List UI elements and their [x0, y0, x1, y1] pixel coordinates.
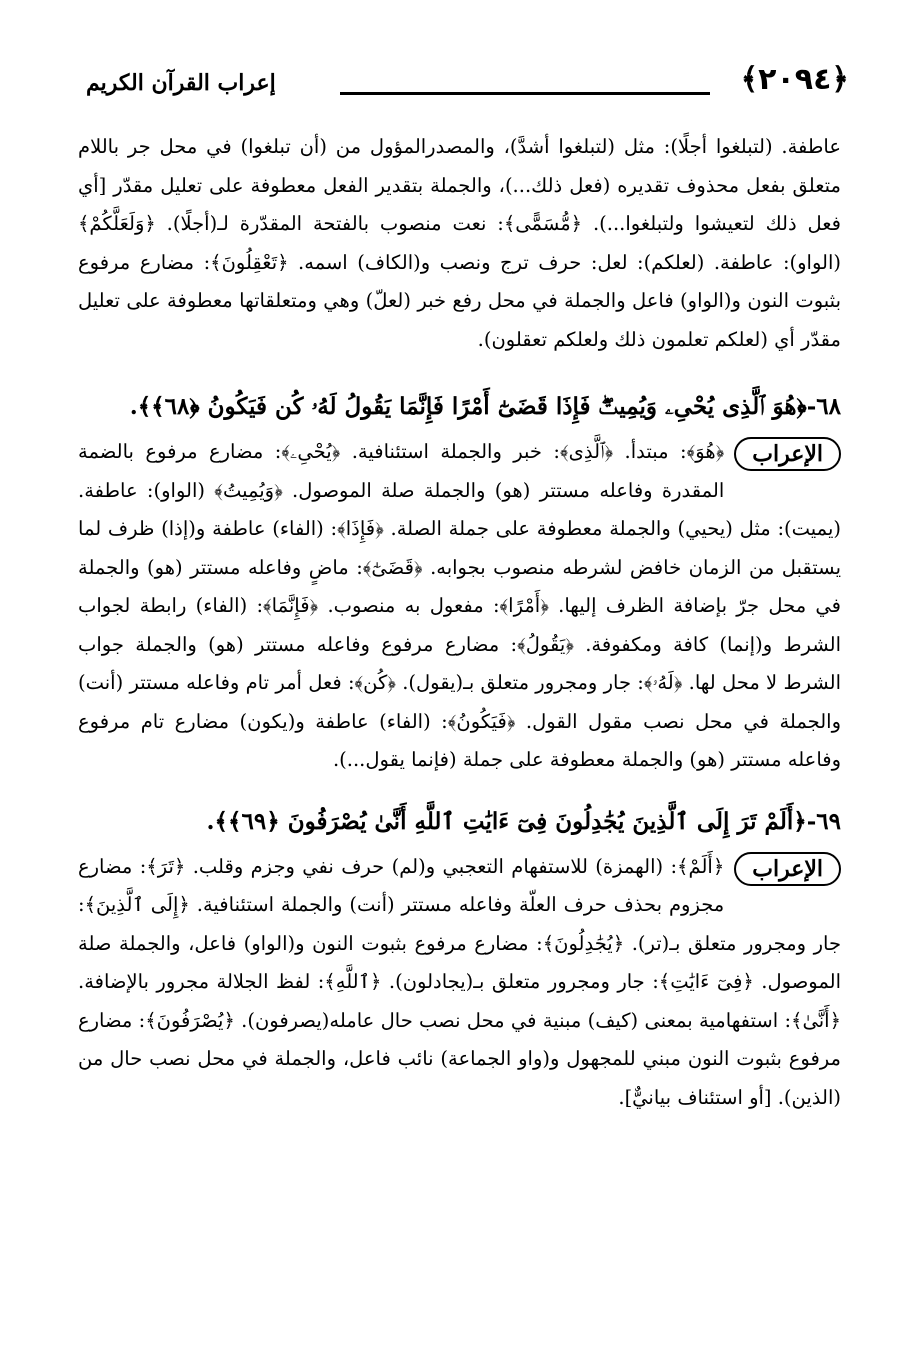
irab-block-69	[78, 848, 841, 1118]
header-rule	[340, 92, 710, 95]
commentary-paragraph: عاطفة. (لتبلغوا أجلًا): مثل (لتبلغوا أشدَّ)، والمصدرالمؤول من (أن تبلغوا) في محل جر باللام متعلق بفعل محذوف تقديره (فعل ذلك...)، والجملة بتقدير الفعل معطوفة على تعليل مقدّر [أي فعل ذلك لتعيشوا ولتبلغوا...). ﴿مُّسَمًّى﴾: نعت منصوب بالفتحة المقدّرة لـ(أجلًا). ﴿وَلَعَلَّكُمْ﴾ (الواو): عاطفة. (لعلكم): لعل: حرف ترج ونصب و(الكاف) اسمه. ﴿تَعْقِلُونَ﴾: مضارع مرفوع بثبوت النون و(الواو) فاعل والجملة في محل رفع خبر (لعلّ) وهي ومتعلقاتها معطوفة على تعليل مقدّر أي (لعلكم تعلمون ذلك ولعلكم تعقلون).	[78, 135, 841, 351]
page-content	[78, 128, 841, 1117]
page-header	[0, 58, 919, 108]
irab-label: الإعراب	[734, 852, 841, 886]
irab-label: الإعراب	[734, 437, 841, 471]
page-number: ﴿٢٠٩٤﴾	[740, 62, 849, 97]
irab-paragraph-68: ﴿هُوَ﴾: مبتدأ. ﴿ٱلَّذِى﴾: خبر والجملة استئنافية. ﴿يُحْىِۦ﴾: مضارع مرفوع بالضمة المقدرة وفاعله مستتر (هو) والجملة صلة الموصول. ﴿وَيُمِيتُ﴾ (الواو): عاطفة. (يميت): مثل (يحيي) والجملة معطوفة على جملة الصلة. ﴿فَإِذَا﴾: (الفاء) عاطفة و(إذا) ظرف لما يستقبل من الزمان خافض لشرطه منصوب بجوابه. ﴿قَضَىٰٓ﴾: ماضٍ وفاعله مستتر (هو) والجملة في محل جرّ بإضافة الظرف إليها. ﴿أَمْرًا﴾: مفعول به منصوب. ﴿فَإِنَّمَا﴾: (الفاء) رابطة لجواب الشرط و(إنما) كافة ومكفوفة. ﴿يَقُولُ﴾: مضارع مرفوع وفاعله مستتر (هو) والجملة جواب الشرط لا محل لها. ﴿لَهُۥ﴾: جار ومجرور متعلق بـ(يقول). ﴿كُن﴾: فعل أمر تام وفاعله مستتر (أنت) والجملة في محل نصب مقول القول. ﴿فَيَكُونُ﴾: (الفاء) عاطفة و(يكون) مضارع تام مرفوع وفاعله مستتر (هو) والجملة معطوفة على جملة (فإنما يقول...).	[78, 440, 841, 771]
verse-69: ٦٩-﴿أَلَمْ تَرَ إِلَى ٱلَّذِينَ يُجَٰدِلُونَ فِىٓ ءَايَٰتِ ٱللَّهِ أَنَّىٰ يُصْرَفُونَ ﴿٦٩﴾﴾.	[206, 807, 841, 835]
irab-block-68	[78, 433, 841, 780]
book-title: إعراب القرآن الكريم	[86, 70, 276, 96]
verse-68: ٦٨-﴿هُوَ ٱلَّذِى يُحْىِۦ وَيُمِيتُۖ فَإِذَا قَضَىٰٓ أَمْرًا فَإِنَّمَا يَقُولُ لَهُۥ كُن فَيَكُونُ ﴿٦٨﴾﴾.	[129, 393, 841, 420]
irab-paragraph-69: ﴿أَلَمْ﴾: (الهمزة) للاستفهام التعجبي و(لم) حرف نفي وجزم وقلب. ﴿تَرَ﴾: مضارع مجزوم بحذف حرف العلّة وفاعله مستتر (أنت) والجملة استئنافية. ﴿إِلَى ٱلَّذِينَ﴾: جار ومجرور متعلق بـ(تر). ﴿يُجَٰدِلُونَ﴾: مضارع مرفوع بثبوت النون و(الواو) فاعل، والجملة صلة الموصول. ﴿فِىٓ ءَايَٰتِ﴾: جار ومجرور متعلق بـ(يجادلون). ﴿ٱللَّهِ﴾: لفظ الجلالة مجرور بالإضافة. ﴿أَنَّىٰ﴾: استفهامية بمعنى (كيف) مبنية في محل نصب حال عامله(يصرفون). ﴿يُصْرَفُونَ﴾: مضارع مرفوع بثبوت النون مبني للمجهول و(واو الجماعة) نائب فاعل، والجملة في محل نصب حال من (الذين). [أو استئناف بيانيٌّ].	[78, 854, 841, 1109]
